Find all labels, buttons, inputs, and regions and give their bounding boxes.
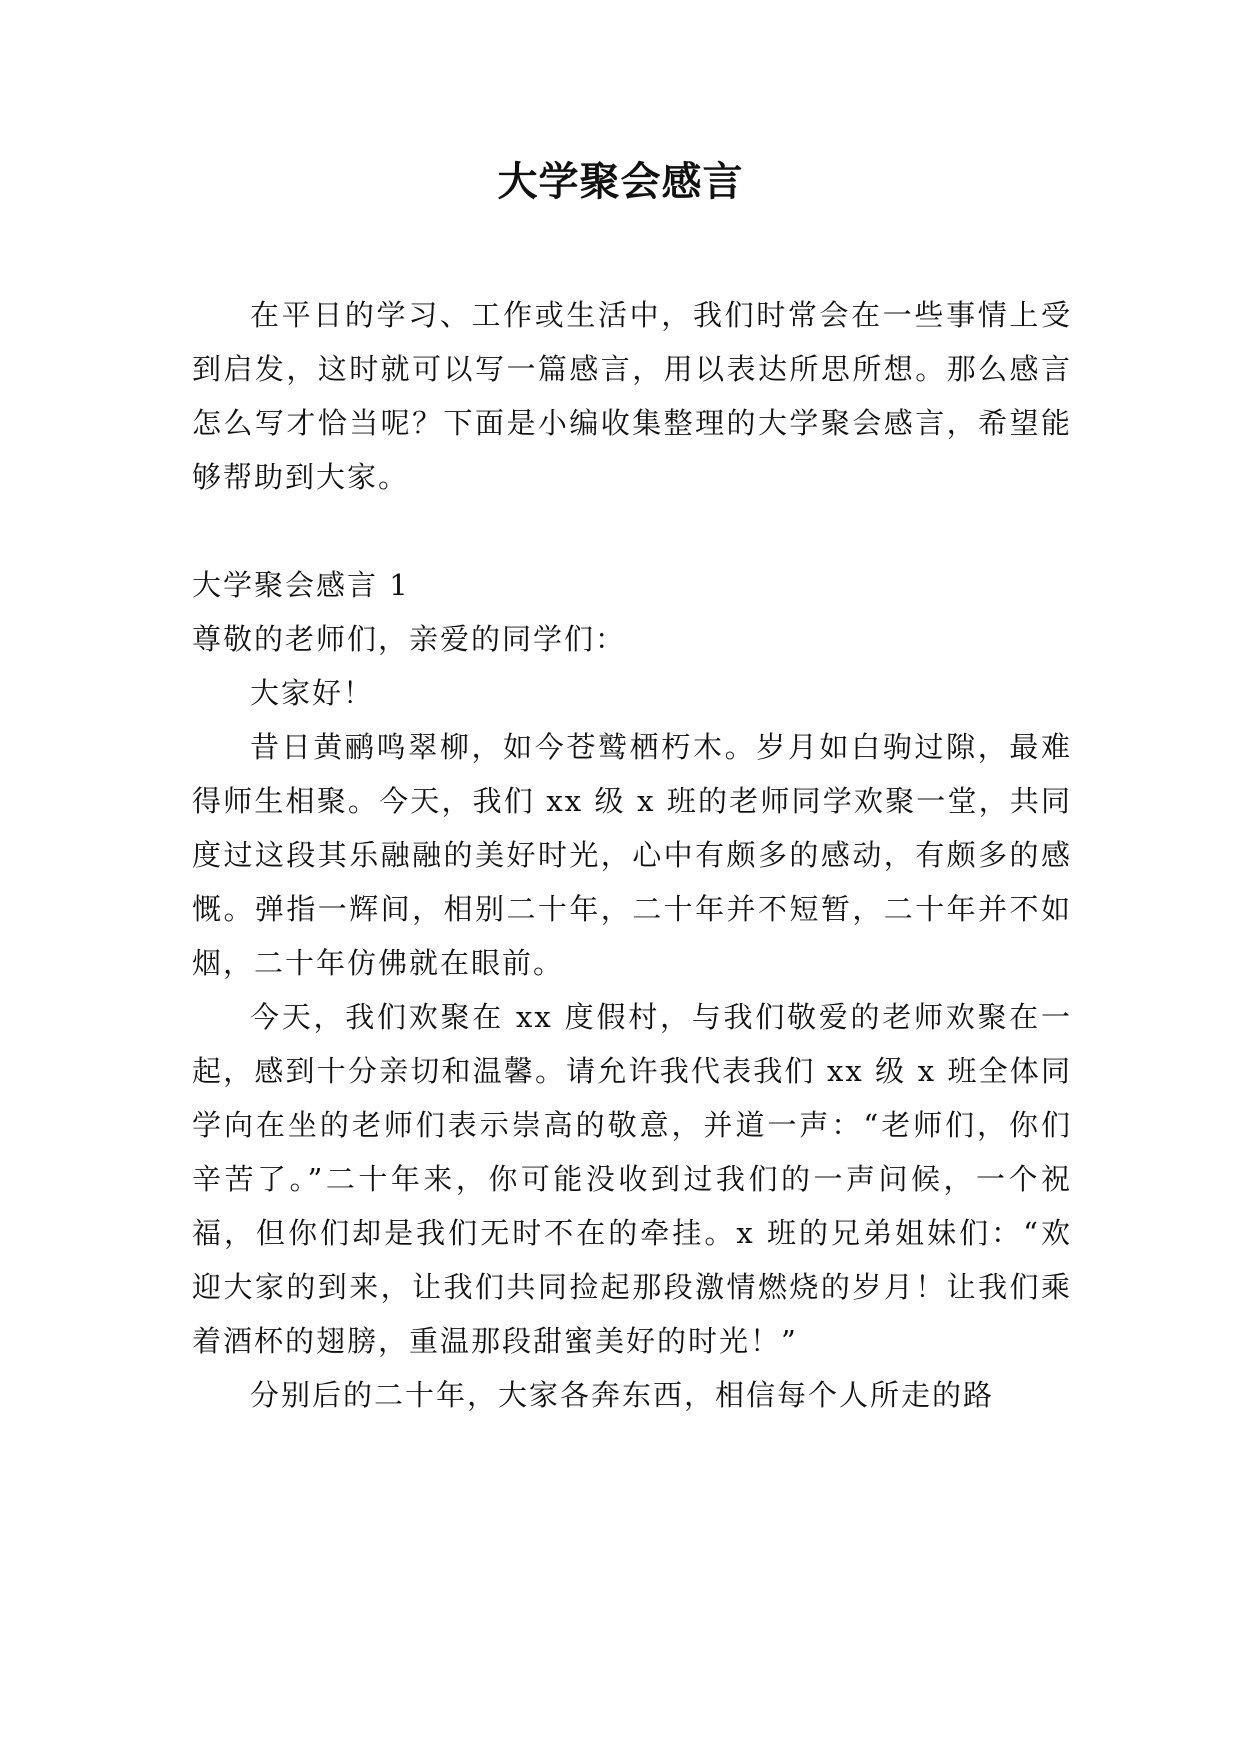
body-paragraph: 分别后的二十年，大家各奔东西，相信每个人所走的路: [250, 1378, 995, 1412]
greeting: 大家好！: [250, 676, 375, 710]
intro-paragraph: 在平日的学习、工作或生活中，我们时常会在一些事情上受到启发，这时就可以写一篇感言，用以表达所思所想。那么感言怎么写才恰当呢？下面是小编收集整理的大学聚会感言，希望能够帮助到大家。: [192, 298, 1072, 494]
paragraph-spacer: [192, 504, 1072, 558]
body-paragraph: 今天，我们欢聚在 xx 度假村，与我们敬爱的老师欢聚在一起，感到十分亲切和温馨。请允许我代表我们 xx 级 x 班全体同学向在坐的老师们表示崇高的敬意，并道一声：“老师们，你们辛苦了。”二十年来，你可能没收到过我们的一声问候，一个祝福，但你们却是我们无时不在的牵挂。x 班的兄弟姐妹们：“欢迎大家的到来，让我们共同捡起那段激情燃烧的岁月！让我们乘着酒杯的翅膀，重温那段甜蜜美好的时光！”: [192, 1000, 1072, 1358]
document-title: 大学聚会感言: [497, 158, 744, 205]
salutation: 尊敬的老师们，亲爱的同学们：: [192, 622, 627, 656]
body-paragraph: 昔日黄鹂鸣翠柳，如今苍鹫栖朽木。岁月如白驹过隙，最难得师生相聚。今天，我们 xx 级 x 班的老师同学欢聚一堂，共同度过这段其乐融融的美好时光，心中有颇多的感动，有颇多的感慨。弹指一辉间，相别二十年，二十年并不短暂，二十年并不如烟，二十年仿佛就在眼前。: [192, 730, 1072, 980]
document-body: [192, 288, 1072, 1422]
section-heading: 大学聚会感言 1: [192, 568, 410, 602]
